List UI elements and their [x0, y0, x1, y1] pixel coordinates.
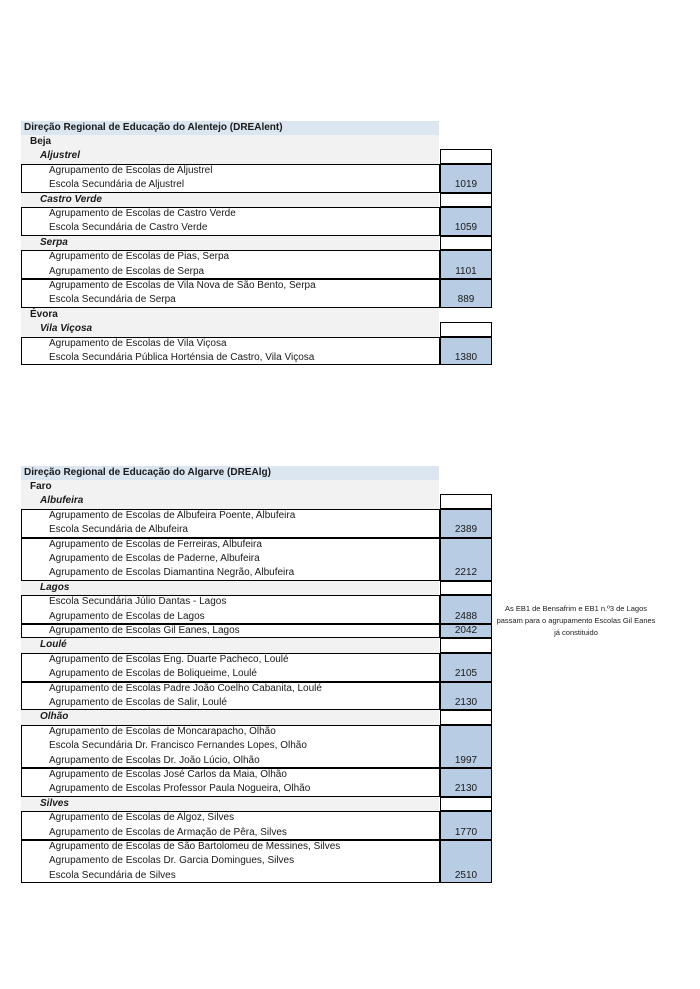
municipio-name: Lagos [21, 581, 439, 595]
region-title: Direção Regional de Educação do Algarve (DREAlg) [21, 466, 439, 480]
school-name: Agrupamento de Escolas Dr. Garcia Domingues, Silves [49, 855, 295, 867]
municipio-row [21, 193, 492, 207]
school-name: Escola Secundária de Serpa [49, 294, 176, 306]
value-header-cell [440, 149, 492, 163]
municipio-row [21, 797, 492, 811]
school-name: Agrupamento de Escolas Dr. João Lúcio, Olhão [49, 754, 260, 766]
student-count: 1380 [454, 351, 478, 363]
municipio-name: Albufeira [21, 494, 439, 508]
district-row [21, 308, 492, 322]
school-group [21, 538, 492, 581]
school-name: Agrupamento de Escolas de Armação de Pêra, Silves [49, 826, 287, 838]
student-count: 2105 [454, 668, 478, 680]
school-name: Escola Secundária de Albufeira [49, 524, 188, 536]
student-count: 2510 [454, 869, 478, 881]
student-count: 2488 [454, 610, 478, 622]
school-name: Agrupamento de Escolas de Aljustrel [49, 164, 213, 176]
school-name: Escola Secundária Júlio Dantas - Lagos [49, 596, 227, 608]
value-header-cell [440, 236, 492, 250]
student-count: 2212 [454, 567, 478, 579]
student-count: 1997 [454, 754, 478, 766]
student-count: 2042 [454, 625, 478, 636]
school-name: Agrupamento de Escolas de Algoz, Silves [49, 812, 235, 824]
district-name: Faro [21, 480, 439, 494]
school-group [21, 337, 492, 366]
school-name: Agrupamento de Escolas Padre João Coelho Cabanita, Loulé [49, 682, 322, 694]
municipio-row [21, 494, 492, 508]
student-count: 2389 [454, 524, 478, 536]
school-group [21, 653, 492, 682]
municipio-name: Loulé [21, 638, 439, 652]
school-group [21, 164, 492, 193]
school-name: Agrupamento de Escolas de Vila Nova de São Bento, Serpa [49, 280, 316, 291]
value-header-cell [440, 710, 492, 724]
school-name: Agrupamento de Escolas de Castro Verde [49, 208, 236, 219]
school-name: Agrupamento de Escolas Diamantina Negrão, Albufeira [49, 567, 295, 579]
student-count: 1019 [454, 179, 478, 191]
school-group [21, 768, 492, 797]
lagos-side-note: As EB1 de Bensafrim e EB1 n.º3 de Lagos passam para o agrupamento Escolas Gil Eanes já constituido [496, 604, 656, 637]
value-header-cell [440, 193, 492, 207]
school-name: Escola Secundária Pública Horténsia de Castro, Vila Viçosa [49, 351, 315, 363]
school-name: Agrupamento de Escolas de Salir, Loulé [49, 696, 227, 708]
school-group [21, 811, 492, 840]
school-group [21, 725, 492, 768]
school-name: Agrupamento de Escolas José Carlos da Maia, Olhão [49, 769, 287, 780]
value-header-cell [440, 797, 492, 811]
district-name: Beja [21, 135, 439, 149]
school-name: Agrupamento de Escolas de São Bartolomeu de Messines, Silves [49, 841, 341, 852]
school-name: Agrupamento de Escolas de Ferreiras, Albufeira [49, 538, 262, 550]
school-name: Escola Secundária de Silves [49, 869, 176, 881]
school-name: Agrupamento de Escolas de Albufeira Poente, Albufeira [49, 509, 296, 521]
school-name: Agrupamento de Escolas de Paderne, Albufeira [49, 552, 260, 564]
school-name: Agrupamento de Escolas de Vila Viçosa [49, 337, 227, 349]
district-name: Évora [21, 308, 439, 322]
school-name: Agrupamento de Escolas Eng. Duarte Pacheco, Loulé [49, 653, 289, 665]
school-group [21, 682, 492, 711]
municipio-name: Silves [21, 797, 439, 811]
municipio-row [21, 638, 492, 652]
school-name: Escola Secundária de Castro Verde [49, 222, 208, 234]
value-header-cell [440, 581, 492, 595]
municipio-name: Olhão [21, 710, 439, 724]
student-count: 1059 [454, 222, 478, 234]
municipio-row [21, 149, 492, 163]
school-name: Escola Secundária de Aljustrel [49, 179, 185, 191]
school-name: Agrupamento de Escolas Professor Paula Nogueira, Olhão [49, 783, 311, 795]
school-group [21, 250, 492, 279]
school-group [21, 624, 492, 638]
student-count: 889 [457, 294, 475, 306]
student-count: 1101 [455, 265, 477, 277]
value-header-cell [440, 638, 492, 652]
municipio-row [21, 322, 492, 336]
school-group [21, 509, 492, 538]
district-row [21, 135, 492, 149]
school-name: Agrupamento de Escolas Gil Eanes, Lagos [49, 625, 240, 636]
student-count: 2130 [454, 783, 478, 795]
municipio-name: Vila Viçosa [21, 322, 439, 336]
student-count: 2130 [454, 696, 478, 708]
municipio-row [21, 581, 492, 595]
municipio-row [21, 236, 492, 250]
district-row [21, 480, 492, 494]
value-header-cell [440, 494, 492, 508]
municipio-name: Serpa [21, 236, 439, 250]
school-name: Agrupamento de Escolas de Moncarapacho, Olhão [49, 725, 276, 737]
school-name: Agrupamento de Escolas de Boliqueime, Loulé [49, 668, 257, 680]
school-group [21, 595, 492, 624]
school-name: Agrupamento de Escolas de Lagos [49, 610, 205, 622]
school-name: Escola Secundária Dr. Francisco Fernandes Lopes, Olhão [49, 740, 307, 752]
municipio-row [21, 710, 492, 724]
school-name: Agrupamento de Escolas de Serpa [49, 265, 205, 277]
school-group [21, 840, 492, 883]
student-count: 1770 [454, 826, 478, 838]
school-name: Agrupamento de Escolas de Pias, Serpa [49, 251, 230, 263]
value-header-cell [440, 322, 492, 336]
region-title: Direção Regional de Educação do Alentejo (DREAlent) [21, 121, 439, 135]
municipio-name: Aljustrel [21, 149, 439, 163]
school-group [21, 279, 492, 308]
school-group [21, 207, 492, 236]
municipio-name: Castro Verde [21, 193, 439, 207]
